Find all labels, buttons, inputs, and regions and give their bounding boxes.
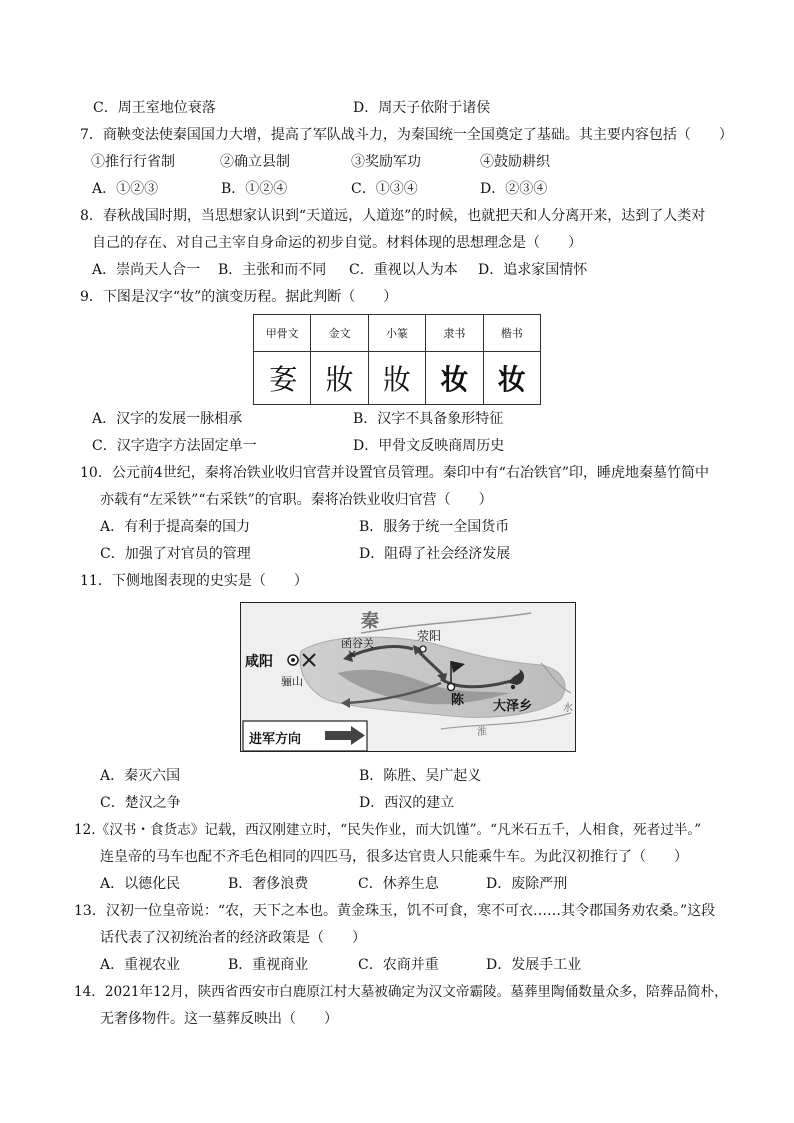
q8-option-c: C．重视以人为本 [349, 262, 458, 278]
header-bronze: 金文 [311, 315, 368, 352]
header-small-seal: 小篆 [368, 315, 425, 352]
q7-stem: 7．商鞅变法使秦国国力大增，提高了军队战斗力，为秦国统一全国奠定了基础。其主要内容包括（ ） [80, 127, 733, 143]
map-label-xingyang: 荥阳 [417, 629, 442, 643]
q9-option-b: B．汉字不具备象形特征 [353, 411, 504, 427]
map-label-xianyang: 咸阳 [245, 654, 273, 670]
q11-option-a: A．秦灭六国 [100, 768, 181, 784]
q7-option-d: D．②③④ [480, 181, 548, 197]
q8-option-d: D．追求家国情怀 [478, 262, 588, 278]
q7-item-1: ①推行行省制 [91, 154, 175, 170]
q12-option-a: A．以德化民 [100, 876, 181, 892]
q7-item-4: ④鼓励耕织 [480, 154, 550, 170]
q6-option-c: C．周王室地位衰落 [93, 100, 216, 116]
q11-option-c: C．楚汉之争 [100, 795, 181, 811]
q10-option-d: D．阻碍了社会经济发展 [359, 546, 511, 562]
q9-option-a: A．汉字的发展一脉相承 [92, 411, 243, 427]
map-label-shui: 水 [563, 703, 573, 714]
q8-option-a: A．崇尚天人合一 [92, 262, 201, 278]
q9-option-c: C．汉字造字方法固定单一 [92, 438, 257, 454]
q13-option-c: C．农商并重 [358, 957, 439, 973]
q14-stem-line2: 无奢侈物件。这一墓葬反映出（ ） [100, 1011, 338, 1027]
map-label-hanguguan: 函谷关 [341, 637, 374, 650]
character-evolution-table [253, 314, 541, 405]
glyph-clerical: 妆 [426, 352, 483, 405]
q11-option-b: B．陈胜、吴广起义 [359, 768, 482, 784]
q10-stem-line2: 亦载有“左采铁”“右采铁”的官职。秦将冶铁业收归官营（ ） [100, 492, 493, 508]
q7-option-b: B．①②④ [221, 181, 288, 197]
q6-option-d: D．周天子依附于诸侯 [353, 100, 491, 116]
q8-option-b: B．主张和而不同 [218, 262, 327, 278]
q10-option-c: C．加强了对官员的管理 [100, 546, 251, 562]
map-label-dazexiang: 大泽乡 [493, 699, 533, 714]
map-label-chen: 陈 [451, 693, 465, 708]
q9-option-d: D．甲骨文反映商周历史 [353, 438, 505, 454]
header-oracle-bone: 甲骨文 [254, 315, 311, 352]
q12-stem-line2: 连皇帝的马车也配不齐毛色相同的四匹马，很多达官贵人只能乘牛车。为此汉初推行了（ ） [100, 849, 688, 865]
q10-option-a: A．有利于提高秦的国力 [100, 519, 251, 535]
q8-stem-line1: 8．春秋战国时期，当思想家认识到“天道远，人道迩”的时候，也就把天和人分离开来，达到了人类对 [80, 208, 706, 224]
q13-option-b: B．重视商业 [228, 957, 309, 973]
map-legend-label: 进军方向 [249, 732, 302, 747]
q7-option-c: C．①③④ [351, 181, 418, 197]
q10-option-b: B．服务于统一全国货币 [359, 519, 510, 535]
q13-stem-line2: 话代表了汉初统治者的经济政策是（ ） [100, 930, 366, 946]
q14-stem-line1: 14．2021年12月，陕西省西安市白鹿原江村大墓被确定为汉文帝霸陵。墓葬里陶俑数量众多，陪葬品简朴， [74, 984, 728, 1000]
q7-item-3: ③奖励军功 [351, 154, 421, 170]
map-label-qin: 秦 [361, 611, 379, 632]
q11-stem: 11．下侧地图表现的史实是（ ） [80, 573, 308, 589]
q7-item-2: ②确立县制 [220, 154, 290, 170]
q12-option-c: C．休养生息 [358, 876, 439, 892]
q13-option-a: A．重视农业 [100, 957, 181, 973]
q12-stem-line1: 12.《汉书・食货志》记载，西汉刚建立时，“民失作业，而大饥馑”。“凡米石五千，人相食，死者过半。” [74, 822, 702, 838]
header-regular: 楷书 [483, 315, 540, 352]
q12-option-d: D．废除严刑 [486, 876, 568, 892]
header-clerical: 隶书 [426, 315, 483, 352]
q13-stem-line1: 13．汉初一位皇帝说：“农，天下之本也。黄金珠玉，饥不可食，寒不可衣……其令郡国务劝农桑。”这段 [74, 903, 716, 919]
q7-option-a: A．①②③ [92, 181, 159, 197]
q12-option-b: B．奢侈浪费 [228, 876, 309, 892]
q11-option-d: D．西汉的建立 [359, 795, 455, 811]
glyph-bronze: 妝 [311, 352, 368, 405]
q8-stem-line2: 自己的存在、对自己主宰自身命运的初步自觉。材料体现的思想理念是（ ） [92, 235, 582, 251]
uprising-route-map [240, 602, 576, 752]
q13-option-d: D．发展手工业 [486, 957, 582, 973]
glyph-regular: 妆 [483, 352, 540, 405]
q10-stem-line1: 10．公元前4世纪，秦将冶铁业收归官营并设置官员管理。秦印中有“右冶铁官”印，睡虎地秦墓竹简中 [80, 465, 710, 481]
map-label-huai: 淮 [477, 727, 487, 738]
map-label-lishan: 骊山 [281, 675, 303, 688]
glyph-oracle-bone: 㚣 [254, 352, 311, 405]
q9-stem: 9．下图是汉字“妆”的演变历程。据此判断（ ） [80, 289, 398, 305]
glyph-small-seal: 妝 [368, 352, 425, 405]
